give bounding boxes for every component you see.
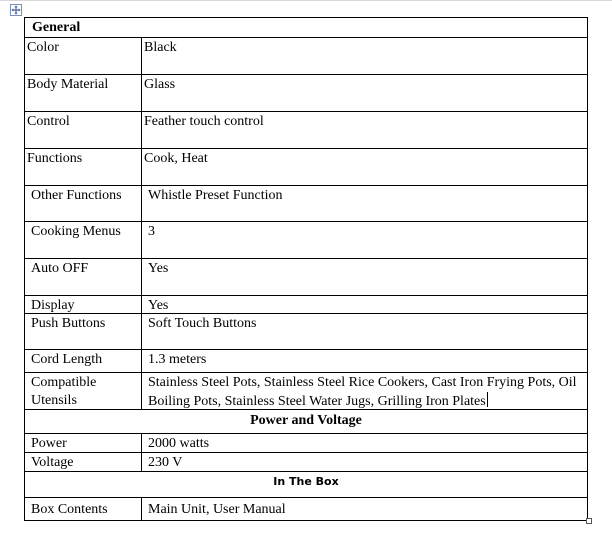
section-header-in-the-box (24, 472, 588, 498)
spec-value[interactable]: Feather touch control (144, 114, 264, 129)
spec-label: Other Functions (25, 186, 142, 221)
table-row[interactable] (24, 112, 588, 149)
table-row[interactable] (24, 453, 588, 472)
spec-label: Power (25, 434, 142, 452)
spec-value[interactable]: Glass (144, 77, 176, 92)
spec-value[interactable]: Soft Touch Buttons (148, 316, 257, 331)
specifications-table[interactable] (24, 17, 588, 521)
table-row[interactable] (24, 149, 588, 186)
spec-value[interactable]: Yes (148, 261, 169, 276)
text-caret (487, 392, 488, 407)
spec-label: Voltage (25, 453, 142, 471)
spec-value[interactable]: 3 (148, 224, 155, 239)
spec-value[interactable]: Black (144, 40, 177, 55)
spec-label: Box Contents (25, 498, 142, 520)
section-title: In The Box (273, 475, 339, 488)
section-title: Power and Voltage (250, 413, 362, 428)
spec-label: Body Material (25, 75, 142, 111)
table-row[interactable] (24, 186, 588, 222)
spec-value-editing[interactable] (142, 373, 587, 409)
spec-label: Push Buttons (25, 314, 142, 349)
spec-label: Functions (25, 149, 142, 185)
table-row[interactable] (24, 75, 588, 112)
spec-label: Cooking Menus (25, 222, 142, 258)
table-row[interactable] (24, 222, 588, 259)
table-row[interactable] (24, 38, 588, 75)
table-move-handle-icon[interactable] (10, 4, 22, 16)
spec-value[interactable]: 230 V (148, 455, 183, 470)
spec-value[interactable]: 2000 watts (148, 436, 210, 451)
table-row[interactable] (24, 296, 588, 314)
table-row[interactable] (24, 373, 588, 410)
spec-label: Control (25, 112, 142, 148)
table-resize-handle-icon[interactable] (586, 518, 592, 524)
spec-label: Compatible Utensils (25, 373, 142, 409)
spec-value-text: Stainless Steel Pots, Stainless Steel Rice Cookers, Cast Iron Frying Pots, Oil Boiling Pots, Stainless Steel Water Jugs, Grilling Iron Plates (148, 375, 577, 409)
table-row[interactable] (24, 314, 588, 350)
document-top-rule (0, 0, 612, 1)
spec-value[interactable]: 1.3 meters (148, 352, 207, 367)
table-row[interactable] (24, 434, 588, 453)
spec-value[interactable]: Whistle Preset Function (148, 188, 283, 203)
section-title: General (32, 20, 81, 35)
spec-value[interactable]: Cook, Heat (144, 151, 208, 166)
spec-value[interactable]: Yes (148, 298, 169, 313)
table-row[interactable] (24, 350, 588, 373)
table-row[interactable] (24, 259, 588, 296)
spec-label: Cord Length (25, 350, 142, 372)
section-header-general (24, 17, 588, 38)
table-row[interactable] (24, 498, 588, 521)
section-header-power-and-voltage (24, 410, 588, 434)
spec-value[interactable]: Main Unit, User Manual (148, 502, 286, 517)
spec-label: Display (25, 296, 142, 313)
spec-label: Auto OFF (25, 259, 142, 295)
spec-label: Color (25, 38, 142, 74)
